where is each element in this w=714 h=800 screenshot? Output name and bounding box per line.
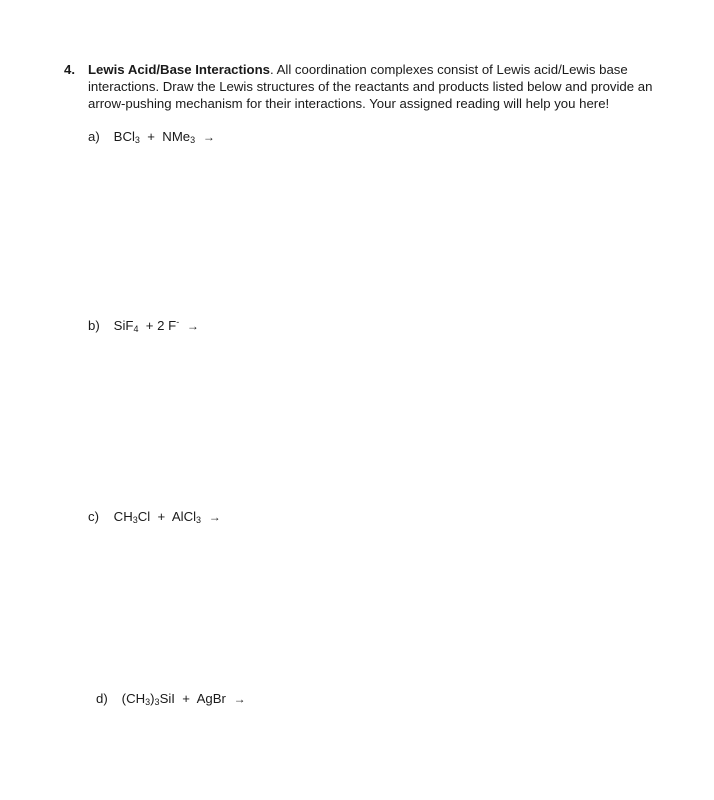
question-4 bbox=[64, 61, 664, 112]
part-d-reactant-2: AgBr bbox=[196, 691, 226, 706]
part-d-label: d) bbox=[96, 691, 108, 706]
part-c-reaction bbox=[88, 508, 221, 526]
part-b-reactant-1: SiF$_4$ bbox=[113, 318, 139, 334]
part-d-reactant-1: $(CH_3)_3SiI$ bbox=[121, 691, 175, 707]
part-b-plus: + bbox=[145, 318, 154, 333]
part-d-plus: + bbox=[182, 691, 190, 706]
part-a-reaction bbox=[88, 128, 215, 146]
part-c-label: c) bbox=[88, 509, 99, 524]
part-b-label: b) bbox=[88, 318, 100, 333]
part-d-arrow-icon: → bbox=[233, 692, 246, 706]
part-b-reactant-2: 2 F- bbox=[157, 317, 180, 333]
part-a-label: a) bbox=[88, 129, 100, 144]
part-c-reactant-1: $CH_3Cl$ bbox=[113, 509, 151, 525]
part-a-arrow-icon: → bbox=[202, 130, 215, 144]
part-a-plus: + bbox=[147, 129, 155, 144]
part-c-arrow-icon: → bbox=[208, 510, 221, 524]
question-title: Lewis Acid/Base Interactions bbox=[88, 62, 270, 77]
part-b-arrow-icon: → bbox=[186, 319, 199, 333]
question-prompt bbox=[88, 61, 664, 112]
part-a-reactant-2: NMe$_3$ bbox=[162, 129, 196, 145]
part-a-reactant-1: BCl$_3$ bbox=[113, 129, 140, 145]
part-b-reaction bbox=[88, 317, 199, 335]
part-c-reactant-2: AlCl$_3$ bbox=[171, 509, 202, 525]
part-c-plus: + bbox=[157, 509, 166, 524]
question-body: . All coordination complexes consist of Lewis acid/Lewis base interactions. Draw the Lewis structures of the reactants and products listed below and provide an arrow-pushing mechanism for their interactions. Your assigned reading will help you here! bbox=[88, 62, 653, 111]
part-d-reaction bbox=[96, 690, 246, 708]
question-number: 4. bbox=[64, 62, 75, 77]
